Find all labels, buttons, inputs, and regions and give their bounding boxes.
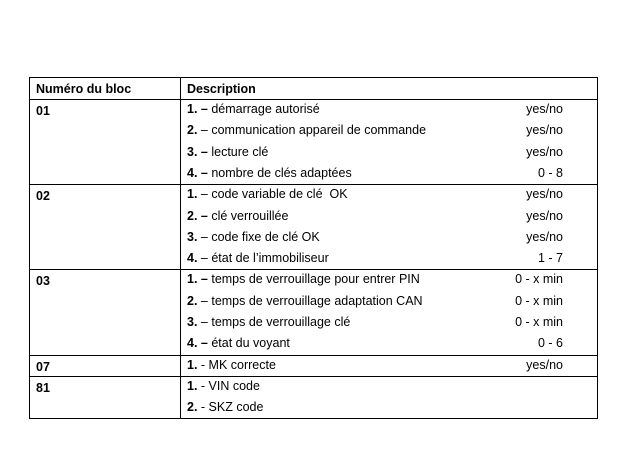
item-value: 0 - x min [515,293,563,308]
item-dash: – [197,187,212,202]
column-divider [180,78,181,418]
item-number: 2. [187,293,198,308]
item-dash: - [197,400,209,415]
block-number: 07 [36,359,50,374]
group-divider [30,269,597,270]
item-text: temps de verrouillage pour entrer PIN [211,272,420,287]
item-number: 4. [187,251,198,266]
item-value: 0 - x min [515,272,563,287]
description-item [187,251,329,265]
block-number: 03 [36,274,50,289]
item-value: 1 - 7 [537,251,563,266]
group-divider [30,184,597,185]
item-dash: – [197,165,212,180]
item-dash: – [197,229,212,244]
description-item [187,336,290,350]
item-value: 0 - 8 [537,165,563,180]
item-text: lecture clé [211,144,269,159]
item-dash: - [197,357,209,372]
item-dash: – [197,293,212,308]
item-value: yes/no [526,229,563,244]
block-number: 01 [36,104,50,118]
header-block-number: Numéro du bloc [36,82,132,96]
item-number: 2. [187,123,198,138]
item-dash: – [197,123,212,138]
description-item [187,358,276,372]
item-text: état du voyant [211,336,290,351]
description-item [187,123,426,137]
block-description-table [29,77,598,419]
description-item [187,230,320,244]
block-number: 02 [36,189,50,204]
item-text: code variable de clé OK [211,187,348,202]
item-text: communication appareil de commande [211,123,427,138]
item-value: yes/no [526,208,563,223]
description-item [187,315,350,329]
item-value: yes/no [526,102,563,116]
item-text: nombre de clés adaptées [211,165,352,180]
item-dash: – [197,272,212,287]
item-dash: – [197,144,212,159]
description-item [187,102,320,116]
item-number: 2. [187,400,198,415]
item-number: 3. [187,144,198,159]
item-number: 1. [187,378,198,393]
block-number: 81 [36,380,50,395]
header-description: Description [187,82,256,96]
item-number: 3. [187,229,198,244]
item-number: 1. [187,187,198,202]
description-item [187,166,352,180]
item-number: 1. [187,357,198,372]
item-dash: – [197,208,212,223]
header-divider [30,99,597,100]
item-text: temps de verrouillage adaptation CAN [211,293,423,308]
item-number: 1. [187,102,198,116]
description-item [187,400,263,414]
description-item [187,209,288,223]
item-number: 1. [187,272,198,287]
item-number: 3. [187,315,198,329]
item-text: SKZ code [208,400,264,415]
group-divider [30,355,597,356]
item-text: temps de verrouillage clé [211,315,351,329]
item-value: yes/no [526,123,563,138]
item-number: 4. [187,336,198,351]
group-divider [30,376,597,377]
item-text: VIN code [208,378,260,393]
item-number: 4. [187,165,198,180]
item-dash: - [197,378,209,393]
item-text: état de l’immobiliseur [211,251,329,266]
item-dash: – [197,315,212,329]
item-value: 0 - 6 [537,336,563,351]
item-dash: – [197,102,212,116]
description-item [187,272,420,286]
description-item [187,294,423,308]
item-text: MK correcte [208,357,276,372]
item-value: yes/no [526,187,563,202]
item-dash: – [197,336,212,351]
item-value: yes/no [526,144,563,159]
item-number: 2. [187,208,198,223]
item-value: yes/no [526,357,563,372]
description-item [187,187,348,201]
description-item [187,379,260,393]
description-item [187,145,268,159]
item-text: code fixe de clé OK [211,229,320,244]
item-value: 0 - x min [515,315,563,329]
item-text: démarrage autorisé [211,102,320,116]
item-dash: – [197,251,212,266]
item-text: clé verrouillée [211,208,289,223]
